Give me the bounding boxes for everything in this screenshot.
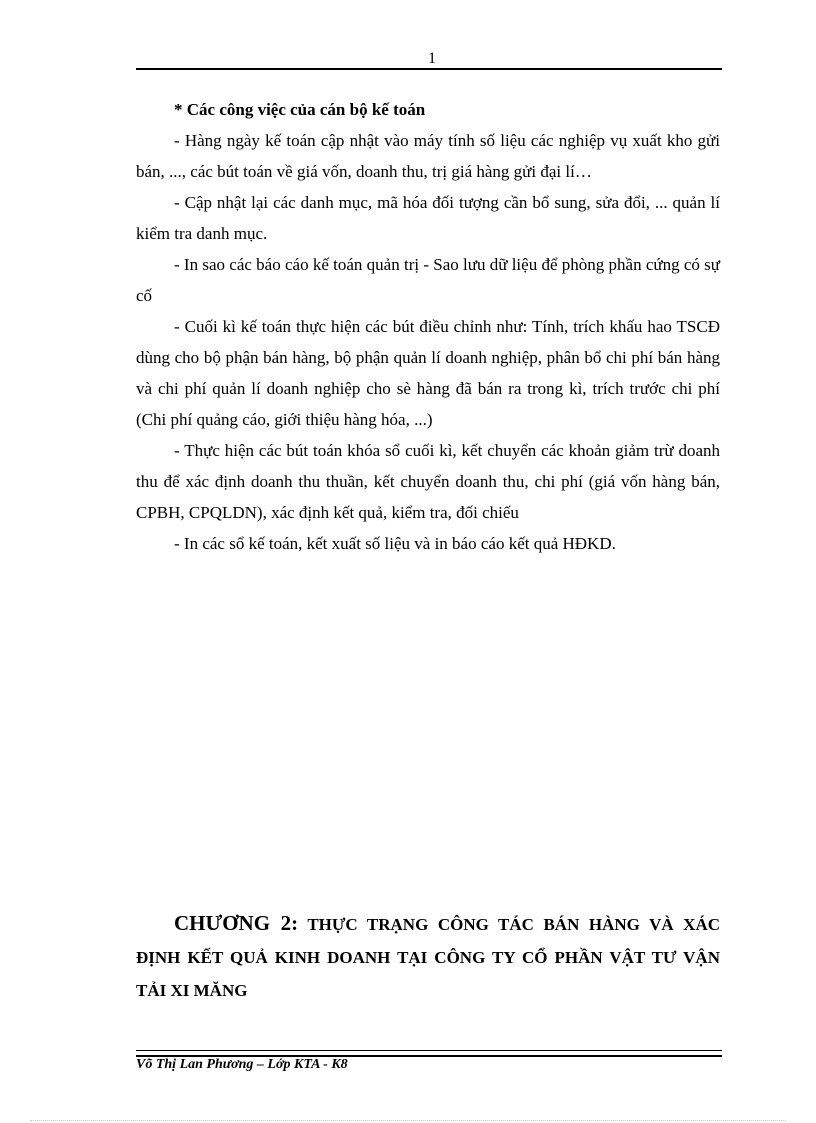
page-number: 1 xyxy=(428,50,436,67)
page-bottom-border xyxy=(30,1120,786,1121)
footer-rule xyxy=(136,1050,722,1057)
section-heading: * Các công việc của cán bộ kế toán xyxy=(174,100,426,119)
paragraph-catalog-update: - Cập nhật lại các danh mục, mã hóa đối tượng cần bổ sung, sửa đổi, ... quản lí kiểm tra danh mục. xyxy=(136,193,720,243)
paragraph-daily-update: - Hàng ngày kế toán cập nhật vào máy tính số liệu các nghiệp vụ xuất kho gửi bán, ..., các bút toán về giá vốn, doanh thu, trị giá hàng gửi đại lí… xyxy=(136,131,720,181)
paragraph-closing-entries: - Thực hiện các bút toán khóa sổ cuối kì, kết chuyển các khoản giảm trừ doanh thu để xác định doanh thu thuần, kết chuyển doanh thu, chi phí (giá vốn hàng bán, CPBH, CPQLDN), xác định kết quả, kiểm tra, đối chiếu xyxy=(136,441,720,522)
document-body xyxy=(136,94,720,559)
chapter-label: CHƯƠNG 2: xyxy=(174,911,299,935)
chapter-heading-text: THỰC TRẠNG CÔNG TÁC BÁN HÀNG VÀ XÁC ĐỊNH KẾT QUẢ KINH DOANH TẠI CÔNG TY CỔ PHẦN VẬT TƯ VẬN TẢI XI MĂNG xyxy=(136,915,721,1000)
paragraph-print-reports: - In các sổ kế toán, kết xuất số liệu và in báo cáo kết quả HĐKD. xyxy=(174,534,616,553)
header-rule xyxy=(136,68,722,70)
footer-author-line: Võ Thị Lan Phương – Lớp KTA - K8 xyxy=(136,1057,348,1072)
chapter-title xyxy=(136,907,720,1007)
paragraph-period-end-adjustments: - Cuối kì kế toán thực hiện các bút điều chỉnh như: Tính, trích khấu hao TSCĐ dùng cho bộ phận bán hàng, bộ phận quản lí doanh nghiệp, phân bổ chi phí bán hàng và chi phí quản lí doanh nghiệp cho sè hàng đã bán ra trong kì, trích trước chi phí (Chi phí quảng cáo, giới thiệu hàng hóa, ...) xyxy=(136,317,720,429)
paragraph-reports-backup: - In sao các báo cáo kế toán quản trị - Sao lưu dữ liệu để phòng phần cứng có sự cố xyxy=(136,255,720,305)
